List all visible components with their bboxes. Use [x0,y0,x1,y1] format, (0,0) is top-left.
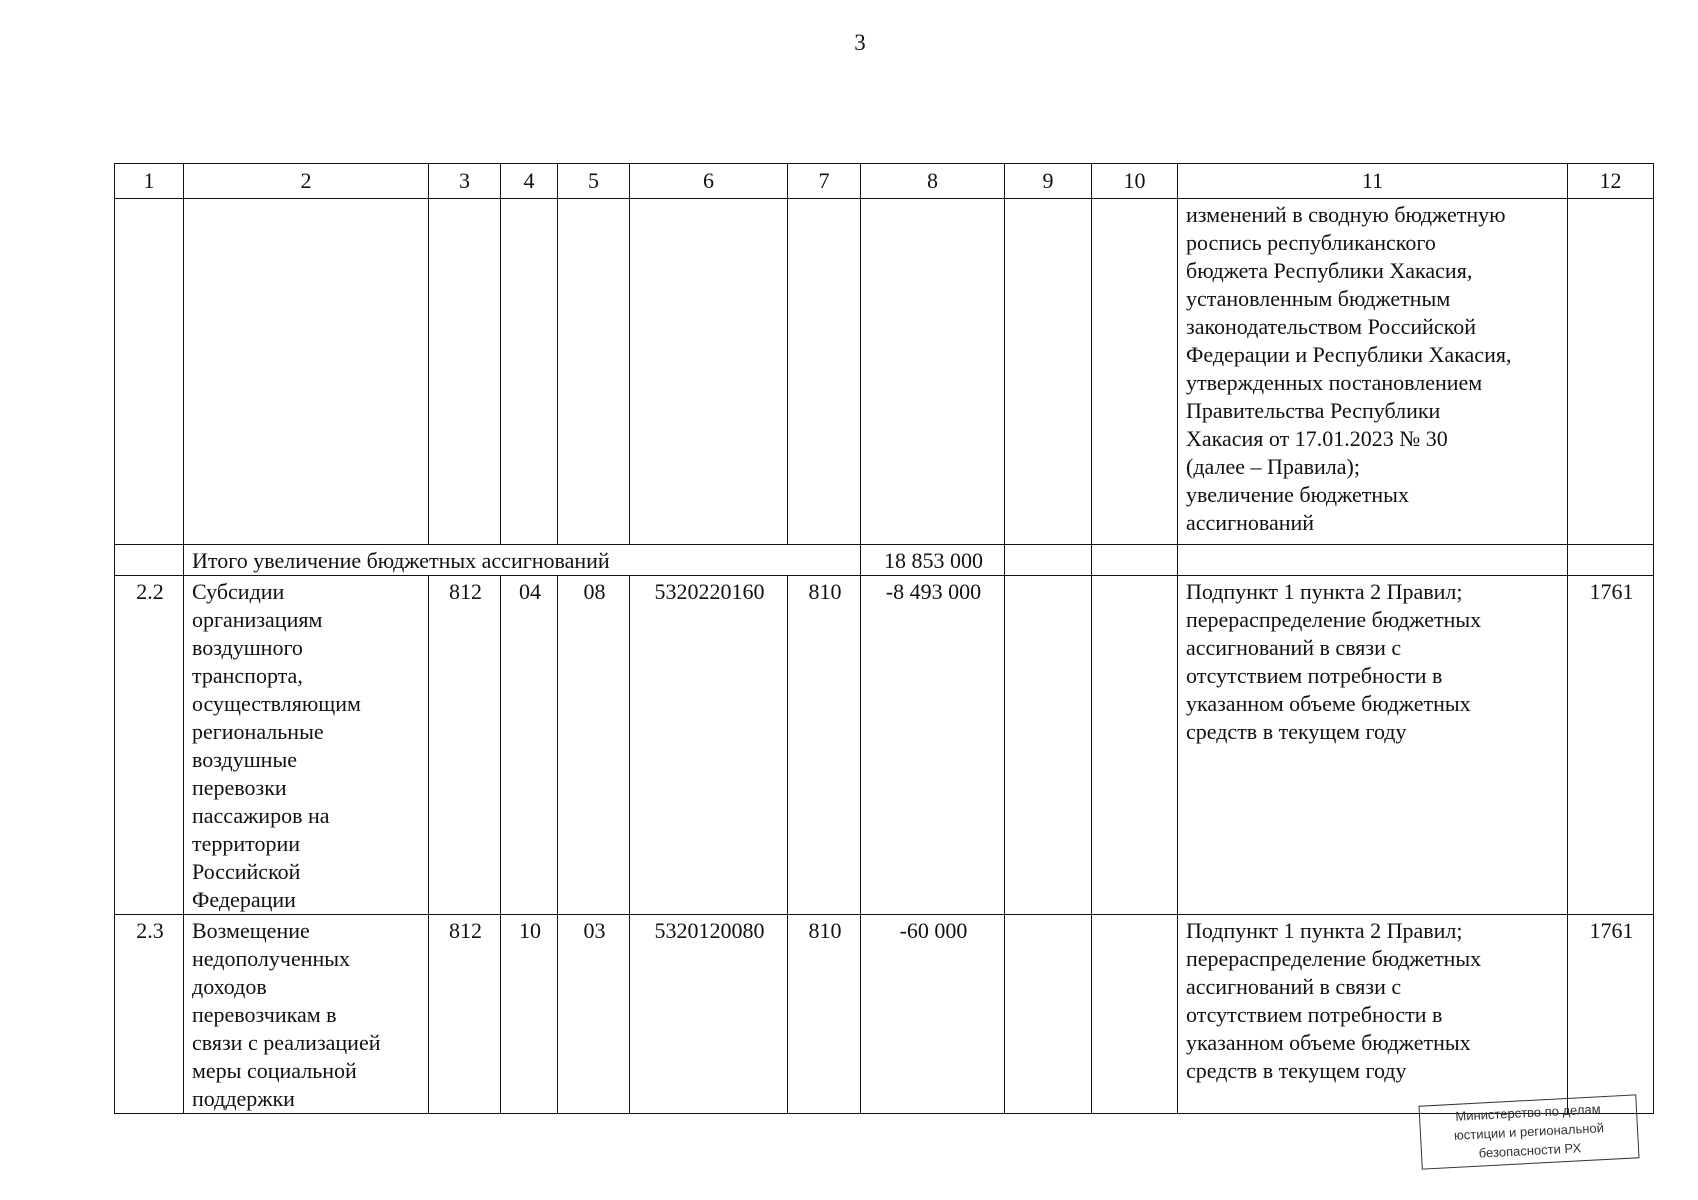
column-header: 5 [558,164,630,199]
cell-target-article: 5320220160 [630,576,788,915]
cell-subsection: 03 [558,915,630,1114]
cell-basis [1178,915,1568,1114]
cell-col10 [1092,576,1178,915]
cell-expense-type: 810 [788,576,861,915]
total-row [115,545,1654,576]
cell-code: 1761 [1568,576,1654,915]
column-header: 2 [184,164,429,199]
table-row [115,915,1654,1114]
column-header: 1 [115,164,184,199]
ministry-stamp: Министерство по делам юстиции и региональной безопасности РХ [1418,1094,1639,1169]
continuation-row [115,199,1654,545]
cell-amount: -8 493 000 [861,576,1005,915]
cell-col10 [1092,915,1178,1114]
column-header: 10 [1092,164,1178,199]
cell-section: 10 [501,915,558,1114]
column-header: 6 [630,164,788,199]
cell-ministry-code: 812 [429,576,501,915]
budget-changes-table [114,163,1654,1114]
cell-section: 04 [501,576,558,915]
continuation-basis-cell [1178,199,1568,545]
column-header: 11 [1178,164,1568,199]
basis-text: Подпункт 1 пункта 2 Правил; перераспределение бюджетных ассигнований в связи с отсутствием потребности в указанном объеме бюджетных средств в текущем году [1186,918,1482,1083]
column-number-row [115,164,1654,199]
column-header: 12 [1568,164,1654,199]
column-header: 4 [501,164,558,199]
cell-basis [1178,576,1568,915]
cell-expense-type: 810 [788,915,861,1114]
cell-target-article: 5320120080 [630,915,788,1114]
cell-col9 [1005,915,1092,1114]
cell-code: 1761 [1568,915,1654,1114]
row-name: Субсидии организациям воздушного транспорта, осуществляющим региональные воздушные перевозки пассажиров на территории Российской Федерации [192,579,361,912]
row-name-cell [184,915,429,1114]
cell-subsection: 08 [558,576,630,915]
table-row [115,576,1654,915]
row-name: Возмещение недополученных доходов перевозчикам в связи с реализацией меры социальной поддержки [192,918,381,1111]
row-name-cell [184,576,429,915]
total-amount: 18 853 000 [861,545,1005,576]
column-header: 7 [788,164,861,199]
column-header: 3 [429,164,501,199]
page-number: 3 [854,30,866,55]
cell-col9 [1005,576,1092,915]
row-number: 2.2 [115,576,184,915]
continuation-basis-text: изменений в сводную бюджетную роспись республиканского бюджета Республики Хакасия, установленным бюджетным законодательством Российской Федерации и Республики Хакасия, утвержденных постановлением Правительства Республики Хакасия от 17.01.2023 № 30 (далее – Правила); увеличение бюджетных ассигнований [1186,202,1512,535]
column-header: 8 [861,164,1005,199]
basis-text: Подпункт 1 пункта 2 Правил; перераспределение бюджетных ассигнований в связи с отсутствием потребности в указанном объеме бюджетных средств в текущем году [1186,579,1482,744]
cell-amount: -60 000 [861,915,1005,1114]
cell-ministry-code: 812 [429,915,501,1114]
column-header: 9 [1005,164,1092,199]
row-number: 2.3 [115,915,184,1114]
total-label: Итого увеличение бюджетных ассигнований [184,545,861,576]
